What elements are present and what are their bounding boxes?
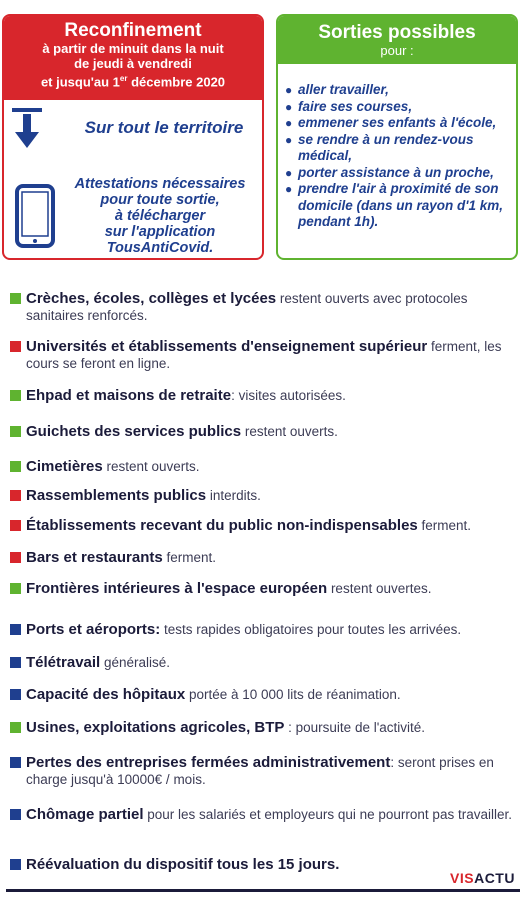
bullet-icon: ● [285,116,293,130]
reconfinement-date-line-2: de jeudi à vendredi [74,56,192,71]
status-square-icon [10,461,21,472]
bullet-icon: ● [285,165,293,180]
bullet-icon: ● [285,132,293,147]
measure-item: Capacité des hôpitaux portée à 10 000 lits de réanimation. [10,686,520,703]
status-square-icon [10,757,21,768]
measure-item: Établissements recevant du public non-indispensables ferment. [10,517,520,534]
list-item: ● emmener ses enfants à l'école, [285,115,497,130]
status-square-icon [10,390,21,401]
measure-item: Universités et établissements d'enseignement supérieur ferment, les cours se feront en ligne. [10,338,520,372]
measure-item: Ehpad et maisons de retraite: visites autorisées. [10,387,520,404]
status-square-icon [10,583,21,594]
allowed-outings-title: Sorties possibles [318,22,476,43]
attestation-note: Attestations nécessaires pour toute sortie, à télécharger sur l'application TousAntiCovid. [74,176,246,256]
measure-item: Frontières intérieures à l'espace européen restent ouvertes. [10,580,520,597]
measure-item: Ports et aéroports: tests rapides obligatoires pour toutes les arrivées. [10,621,520,638]
list-item: ● prendre l'air à proximité de son domicile (dans un rayon d'1 km, pendant 1h). [285,181,504,229]
status-square-icon [10,722,21,733]
measure-item: Réévaluation du dispositif tous les 15 jours. [10,856,520,873]
territory-label: Sur tout le territoire [84,118,244,137]
measure-item: Chômage partiel pour les salariés et employeurs qui ne pourront pas travailler. [10,806,520,823]
status-square-icon [10,520,21,531]
measure-item: Bars et restaurants ferment. [10,549,520,566]
visactu-logo: VISACTU [450,870,515,886]
status-square-icon [10,426,21,437]
measure-item: Crèches, écoles, collèges et lycées restent ouverts avec protocoles sanitaires renforcés. [10,290,520,324]
status-square-icon [10,657,21,668]
status-square-icon [10,859,21,870]
allowed-outings-subtitle: pour : [380,43,414,58]
status-square-icon [10,809,21,820]
measure-item: Cimetières restent ouverts. [10,458,520,475]
status-square-icon [10,293,21,304]
measure-item: Pertes des entreprises fermées administrativement: seront prises en charge jusqu'à 10000€ / mois. [10,754,520,788]
measure-item: Rassemblements publics interdits. [10,487,520,504]
allowed-outings-header [278,16,516,64]
list-item: ● se rendre à un rendez-vous médical, [285,131,474,163]
reconfinement-date-line-3: et jusqu'au 1er décembre 2020 [40,74,226,90]
bullet-icon: ● [285,99,293,114]
reconfinement-title: Reconfinement [64,20,202,41]
status-square-icon [10,689,21,700]
measure-item: Guichets des services publics restent ouverts. [10,423,520,440]
status-square-icon [10,490,21,501]
reconfinement-header [4,16,262,100]
status-square-icon [10,624,21,635]
allowed-outings-panel [276,14,518,260]
list-item: ● porter assistance à un proche, [285,164,494,180]
reconfinement-date-line-1: à partir de minuit dans la nuit [42,41,224,56]
status-square-icon [10,552,21,563]
bottom-divider [6,889,520,892]
bullet-icon: ● [285,83,293,97]
measure-item: Usines, exploitations agricoles, BTP : poursuite de l'activité. [10,719,520,736]
measure-item: Télétravail généralisé. [10,654,520,671]
reconfinement-panel [2,14,264,260]
list-item: ● aller travailler, [285,82,389,97]
list-item: ● faire ses courses, [285,98,413,114]
bullet-icon: ● [285,182,293,196]
smartphone-icon [14,184,56,248]
status-square-icon [10,341,21,352]
allowed-outings-list [284,82,516,231]
arrow-down-icon [12,108,42,150]
